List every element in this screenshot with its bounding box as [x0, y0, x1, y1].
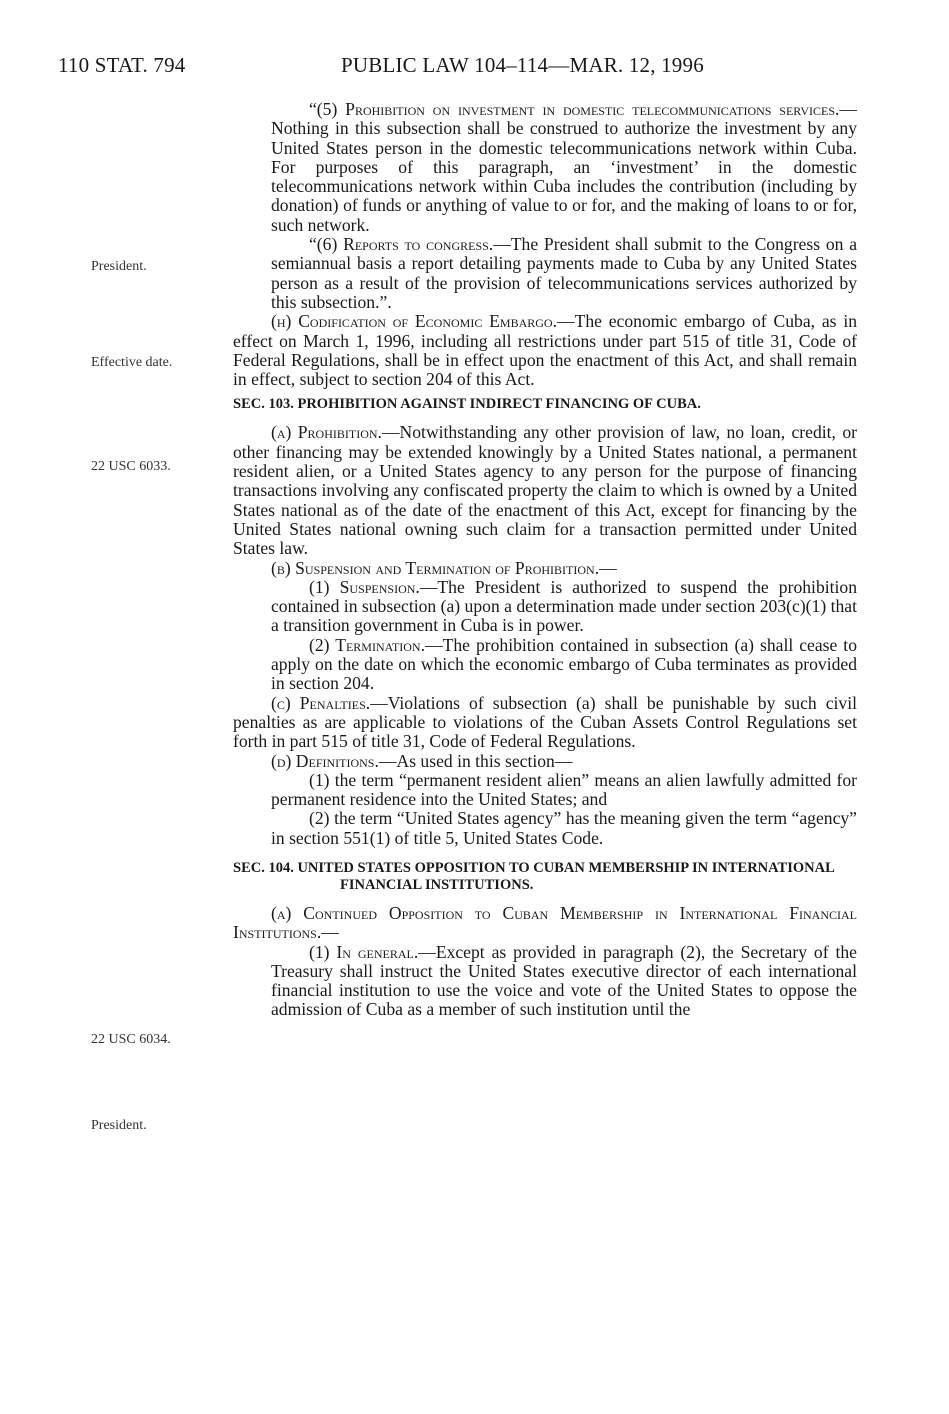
sec103-d-heading: (d) Definitions.: [271, 750, 379, 771]
paragraph-6-heading: “(6) Reports to congress.: [309, 234, 494, 255]
sec103-subsection-a: [233, 423, 857, 558]
sec103-b1-heading: (1) Suspension.: [309, 576, 420, 597]
margin-note-president-2: President.: [91, 1118, 147, 1133]
margin-note-president: President.: [91, 259, 147, 274]
stat-page-number: 110 STAT. 794: [58, 53, 186, 77]
sec103-a-text: —Notwithstanding any other provision of law, no loan, credit, or other financing may be extended knowingly by a United States national, a permanent resident alien, or a United States agency to any person for the purpose of financing transactions involving any confiscated property the claim to which is owned by a United States national as of the date of the enactment of this Act, except for financing by the United States national owning such claim for a transaction permitted under United States law.: [233, 422, 857, 559]
sec103-subsection-c: [233, 694, 857, 752]
paragraph-6-text: —The President shall submit to the Congress on a semiannual basis a report detailing payments made to Cuba by any United States person as a result of the provision of telecommunications services authorized by this subsection.”.: [271, 234, 858, 312]
section-104-title: SEC. 104. UNITED STATES OPPOSITION TO CUBAN MEMBERSHIP IN INTERNATIONAL FINANCIAL INSTITUTIONS.: [233, 859, 834, 893]
sec103-d-paragraph-1: (1) the term “permanent resident alien” means an alien lawfully admitted for permanent residence into the United States; and: [271, 769, 857, 810]
sec103-c-text: —Violations of subsection (a) shall be punishable by such civil penalties as are applicable to violations of the Cuban Assets Control Regulations set forth in part 515 of title 31, Code of Federal Regulations.: [233, 692, 857, 752]
section-103-title: SEC. 103. PROHIBITION AGAINST INDIRECT FINANCING OF CUBA.: [233, 396, 701, 413]
paragraph-5: [233, 100, 857, 235]
sec103-b2-text: —The prohibition contained in subsection (a) shall cease to apply on the date on which the economic embargo of Cuba terminates as provided in section 204.: [271, 634, 857, 694]
sec103-a-heading: (a) Prohibition.: [271, 422, 382, 443]
subsection-h: [233, 312, 857, 389]
sec103-b2-heading: (2) Termination.: [309, 634, 425, 655]
sec104-subsection-a: [233, 904, 857, 943]
sec104-a1-text: —Except as provided in paragraph (2), the Secretary of the Treasury shall instruct the United States executive director of each international financial institution to use the voice and vote of the United States to oppose the admission of Cuba as a member of such institution until the: [271, 941, 857, 1020]
sec104-a-text: —: [321, 922, 339, 943]
sec104-a-heading: (a) Continued Opposition to Cuban Membership in International Financial Institutions.: [233, 902, 857, 943]
sec103-subsection-d: [233, 752, 857, 771]
paragraph-6: [233, 235, 857, 312]
sec103-b1-text: —The President is authorized to suspend the prohibition contained in subsection (a) upon a determination made under section 203(c)(1) that a transition government in Cuba is in power.: [271, 576, 857, 636]
sec103-d-text: —As used in this section—: [378, 750, 573, 771]
sec103-b-heading: (b) Suspension and Termination of Prohibition.: [271, 557, 600, 578]
sec104-a-paragraph-1: [233, 943, 857, 1020]
subsection-h-heading: (h) Codification of Economic Embargo.: [271, 311, 557, 332]
sec103-subsection-b: [233, 559, 857, 578]
paragraph-5-text: —Nothing in this subsection shall be construed to authorize the investment by any United States person in the domestic telecommunications network within Cuba. For purposes of this paragraph, an ‘investment’ in the domestic telecommunications network within Cuba includes the contribution (including by donation) of funds or anything of value to or for, and the making of loans to or for, such network.: [271, 99, 857, 235]
paragraph-5-heading: “(5) Prohibition on investment in domestic telecommunications services.: [309, 99, 840, 119]
margin-note-effective-date: Effective date.: [91, 355, 173, 370]
sec103-b-paragraph-2: [233, 636, 857, 694]
sec103-b-text: —: [599, 557, 617, 578]
margin-note-usc-6034: 22 USC 6034.: [91, 1032, 171, 1047]
law-text-body: [233, 100, 857, 1020]
sec103-b-paragraph-1: [233, 578, 857, 636]
public-law-citation: PUBLIC LAW 104–114—MAR. 12, 1996: [341, 53, 704, 77]
sec103-c-heading: (c) Penalties.: [271, 692, 371, 713]
margin-note-usc-6033: 22 USC 6033.: [91, 459, 171, 474]
subsection-h-text: —The economic embargo of Cuba, as in effect on March 1, 1996, including all restrictions under part 515 of title 31, Code of Federal Regulations, shall be in effect upon the enactment of this Act, and shall remain in effect, subject to section 204 of this Act.: [233, 311, 858, 390]
sec103-d-paragraph-2: (2) the term “United States agency” has the meaning given the term “agency” in section 551(1) of title 5, United States Code.: [271, 808, 857, 848]
sec104-a1-heading: (1) In general.: [309, 941, 419, 962]
